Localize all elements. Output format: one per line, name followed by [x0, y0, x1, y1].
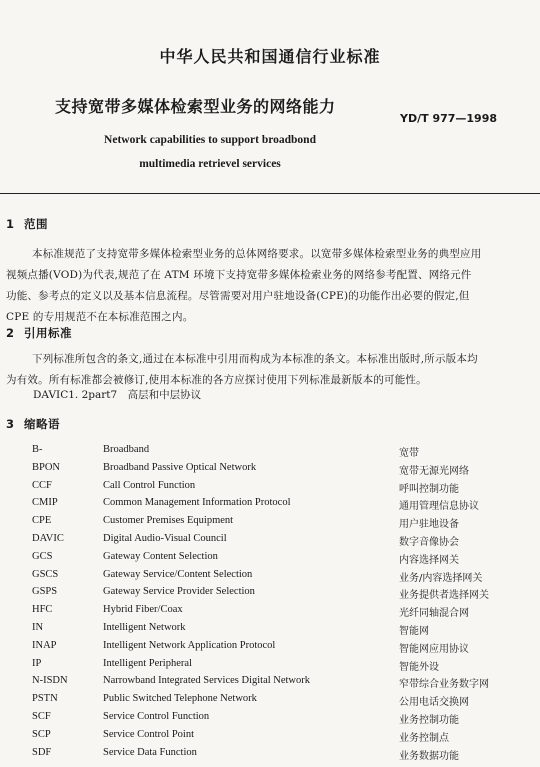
section-title: 缩略语 — [24, 417, 60, 431]
abbreviation-row — [0, 604, 540, 622]
section-number: 2 — [6, 326, 15, 340]
abbreviation-english: Gateway Service/Content Selection — [103, 568, 253, 580]
abbreviation-chinese: 业务数据功能 — [399, 750, 459, 762]
abbreviation-english: Narrowband Integrated Services Digital Network — [103, 675, 311, 687]
abbreviation-row — [0, 480, 540, 498]
abbreviation-row — [0, 640, 540, 658]
abbreviation-term: INAP — [32, 639, 57, 651]
abbreviation-term: N-ISDN — [32, 675, 68, 687]
abbreviation-term: CCF — [32, 479, 52, 491]
abbreviation-chinese: 智能网应用协议 — [399, 643, 469, 655]
paragraph-line: 为有效。所有标准都会被修订,使用本标准的各方应探讨使用下列标准最新版本的可能性。 — [6, 374, 427, 386]
abbreviation-term: CMIP — [32, 497, 58, 509]
references-paragraph — [6, 349, 532, 391]
abbreviation-row — [0, 675, 540, 693]
abbreviation-english: Intelligent Peripheral — [103, 657, 192, 669]
abbreviation-row — [0, 497, 540, 515]
abbreviation-term: IP — [32, 657, 42, 669]
abbreviation-row — [0, 747, 540, 765]
abbreviation-row — [0, 658, 540, 676]
abbreviation-row — [0, 444, 540, 462]
abbreviation-term: SDF — [32, 746, 52, 758]
abbreviation-row — [0, 693, 540, 711]
abbreviation-english: Service Control Point — [103, 728, 194, 740]
abbreviation-english: Broadband Passive Optical Network — [103, 461, 257, 473]
abbreviation-term: PSTN — [32, 693, 58, 705]
section-title: 范围 — [24, 217, 48, 231]
abbreviation-chinese: 公用电话交换网 — [399, 697, 469, 709]
abbreviation-term: SCP — [32, 728, 51, 740]
abbreviation-english: Service Data Function — [103, 746, 197, 758]
abbreviation-chinese: 业务提供者选择网关 — [399, 590, 489, 602]
title-english-line-2: multimedia retrievel services — [139, 158, 281, 170]
section-3-heading — [6, 416, 60, 432]
standard-organization-header: 中华人民共和国通信行业标准 — [159, 47, 381, 66]
abbreviation-chinese: 业务控制功能 — [399, 715, 459, 726]
abbreviation-term: SCF — [32, 711, 51, 722]
abbreviation-term: HFC — [32, 604, 53, 616]
abbreviation-row — [0, 551, 540, 569]
document-title-english — [0, 128, 420, 176]
abbreviation-term: B- — [32, 444, 43, 455]
abbreviation-chinese: 用户驻地设备 — [399, 519, 459, 531]
abbreviation-chinese: 呼叫控制功能 — [399, 483, 459, 495]
paragraph-line: 功能、参考点的定义以及基本信息流程。尽管需要对用户驻地设备(CPE)的功能作出必要的假定,但 — [6, 290, 470, 302]
abbreviation-chinese: 智能网 — [399, 626, 429, 637]
abbreviation-term: BPON — [32, 461, 61, 473]
abbreviation-chinese: 数字音像协会 — [399, 537, 459, 548]
abbreviation-row — [0, 622, 540, 640]
section-2-heading — [6, 325, 72, 341]
paragraph-line: 视频点播(VOD)为代表,规范了在 ATM 环境下支持宽带多媒体检索业务的网络参考配置、网络元件 — [6, 269, 472, 281]
abbreviation-term: CPE — [32, 515, 52, 527]
abbreviation-chinese: 通用管理信息协议 — [399, 501, 479, 513]
abbreviation-row — [0, 711, 540, 729]
abbreviation-row — [0, 533, 540, 551]
abbreviation-chinese: 智能外设 — [399, 661, 439, 673]
section-number: 3 — [6, 417, 15, 431]
document-title-chinese: 支持宽带多媒体检索型业务的网络能力 — [55, 97, 336, 116]
document-code: YD/T 977—1998 — [400, 112, 498, 125]
abbreviation-english: Digital Audio-Visual Council — [103, 533, 227, 544]
abbreviation-term: GCS — [32, 550, 53, 562]
abbreviation-english: Call Control Function — [103, 479, 196, 491]
abbreviation-row — [0, 515, 540, 533]
abbreviation-term: IN — [32, 622, 44, 633]
section-title: 引用标准 — [24, 326, 72, 340]
abbreviation-english: Public Switched Telephone Network — [103, 693, 257, 705]
paragraph-line: 下列标准所包含的条文,通过在本标准中引用而构成为本标准的条文。本标准出版时,所示版本均 — [32, 353, 478, 365]
abbreviation-english: Common Management Information Protocol — [103, 497, 291, 509]
abbreviation-english: Hybrid Fiber/Coax — [103, 604, 183, 616]
referenced-standard: DAVIC1. 2part7 高层和中层协议 — [33, 389, 202, 401]
abbreviation-row — [0, 586, 540, 604]
paragraph-line: 本标准规范了支持宽带多媒体检索型业务的总体网络要求。以宽带多媒体检索型业务的典型应用 — [32, 248, 482, 260]
abbreviation-chinese: 窄带综合业务数字网 — [399, 679, 489, 691]
title-english-line-1: Network capabilities to support broadbond — [104, 134, 316, 146]
abbreviation-term: DAVIC — [32, 533, 64, 544]
abbreviation-chinese: 业务/内容选择网关 — [399, 572, 483, 584]
abbreviation-row — [0, 462, 540, 480]
paragraph-line: CPE 的专用规范不在本标准范围之内。 — [6, 311, 194, 323]
abbreviation-english: Broadband — [103, 444, 150, 455]
abbreviation-english: Intelligent Network Application Protocol — [103, 639, 276, 651]
abbreviation-english: Intelligent Network — [103, 622, 186, 633]
abbreviation-chinese: 宽带 — [399, 448, 419, 459]
section-1-heading — [6, 216, 48, 232]
abbreviation-row — [0, 729, 540, 747]
abbreviation-english: Gateway Service Provider Selection — [103, 586, 255, 598]
abbreviation-term: GSCS — [32, 568, 59, 580]
header-divider — [0, 193, 540, 194]
abbreviation-english: Gateway Content Selection — [103, 550, 218, 562]
abbreviation-english: Customer Premises Equipment — [103, 515, 234, 527]
section-number: 1 — [6, 217, 15, 231]
abbreviation-row — [0, 569, 540, 587]
abbreviation-chinese: 业务控制点 — [399, 732, 449, 744]
abbreviation-term: GSPS — [32, 586, 58, 598]
abbreviation-chinese: 宽带无源光网络 — [399, 465, 469, 477]
abbreviation-chinese: 内容选择网关 — [399, 554, 459, 566]
abbreviation-chinese: 光纤同轴混合网 — [399, 608, 469, 620]
abbreviation-english: Service Control Function — [103, 711, 210, 722]
scope-paragraph — [6, 244, 532, 328]
